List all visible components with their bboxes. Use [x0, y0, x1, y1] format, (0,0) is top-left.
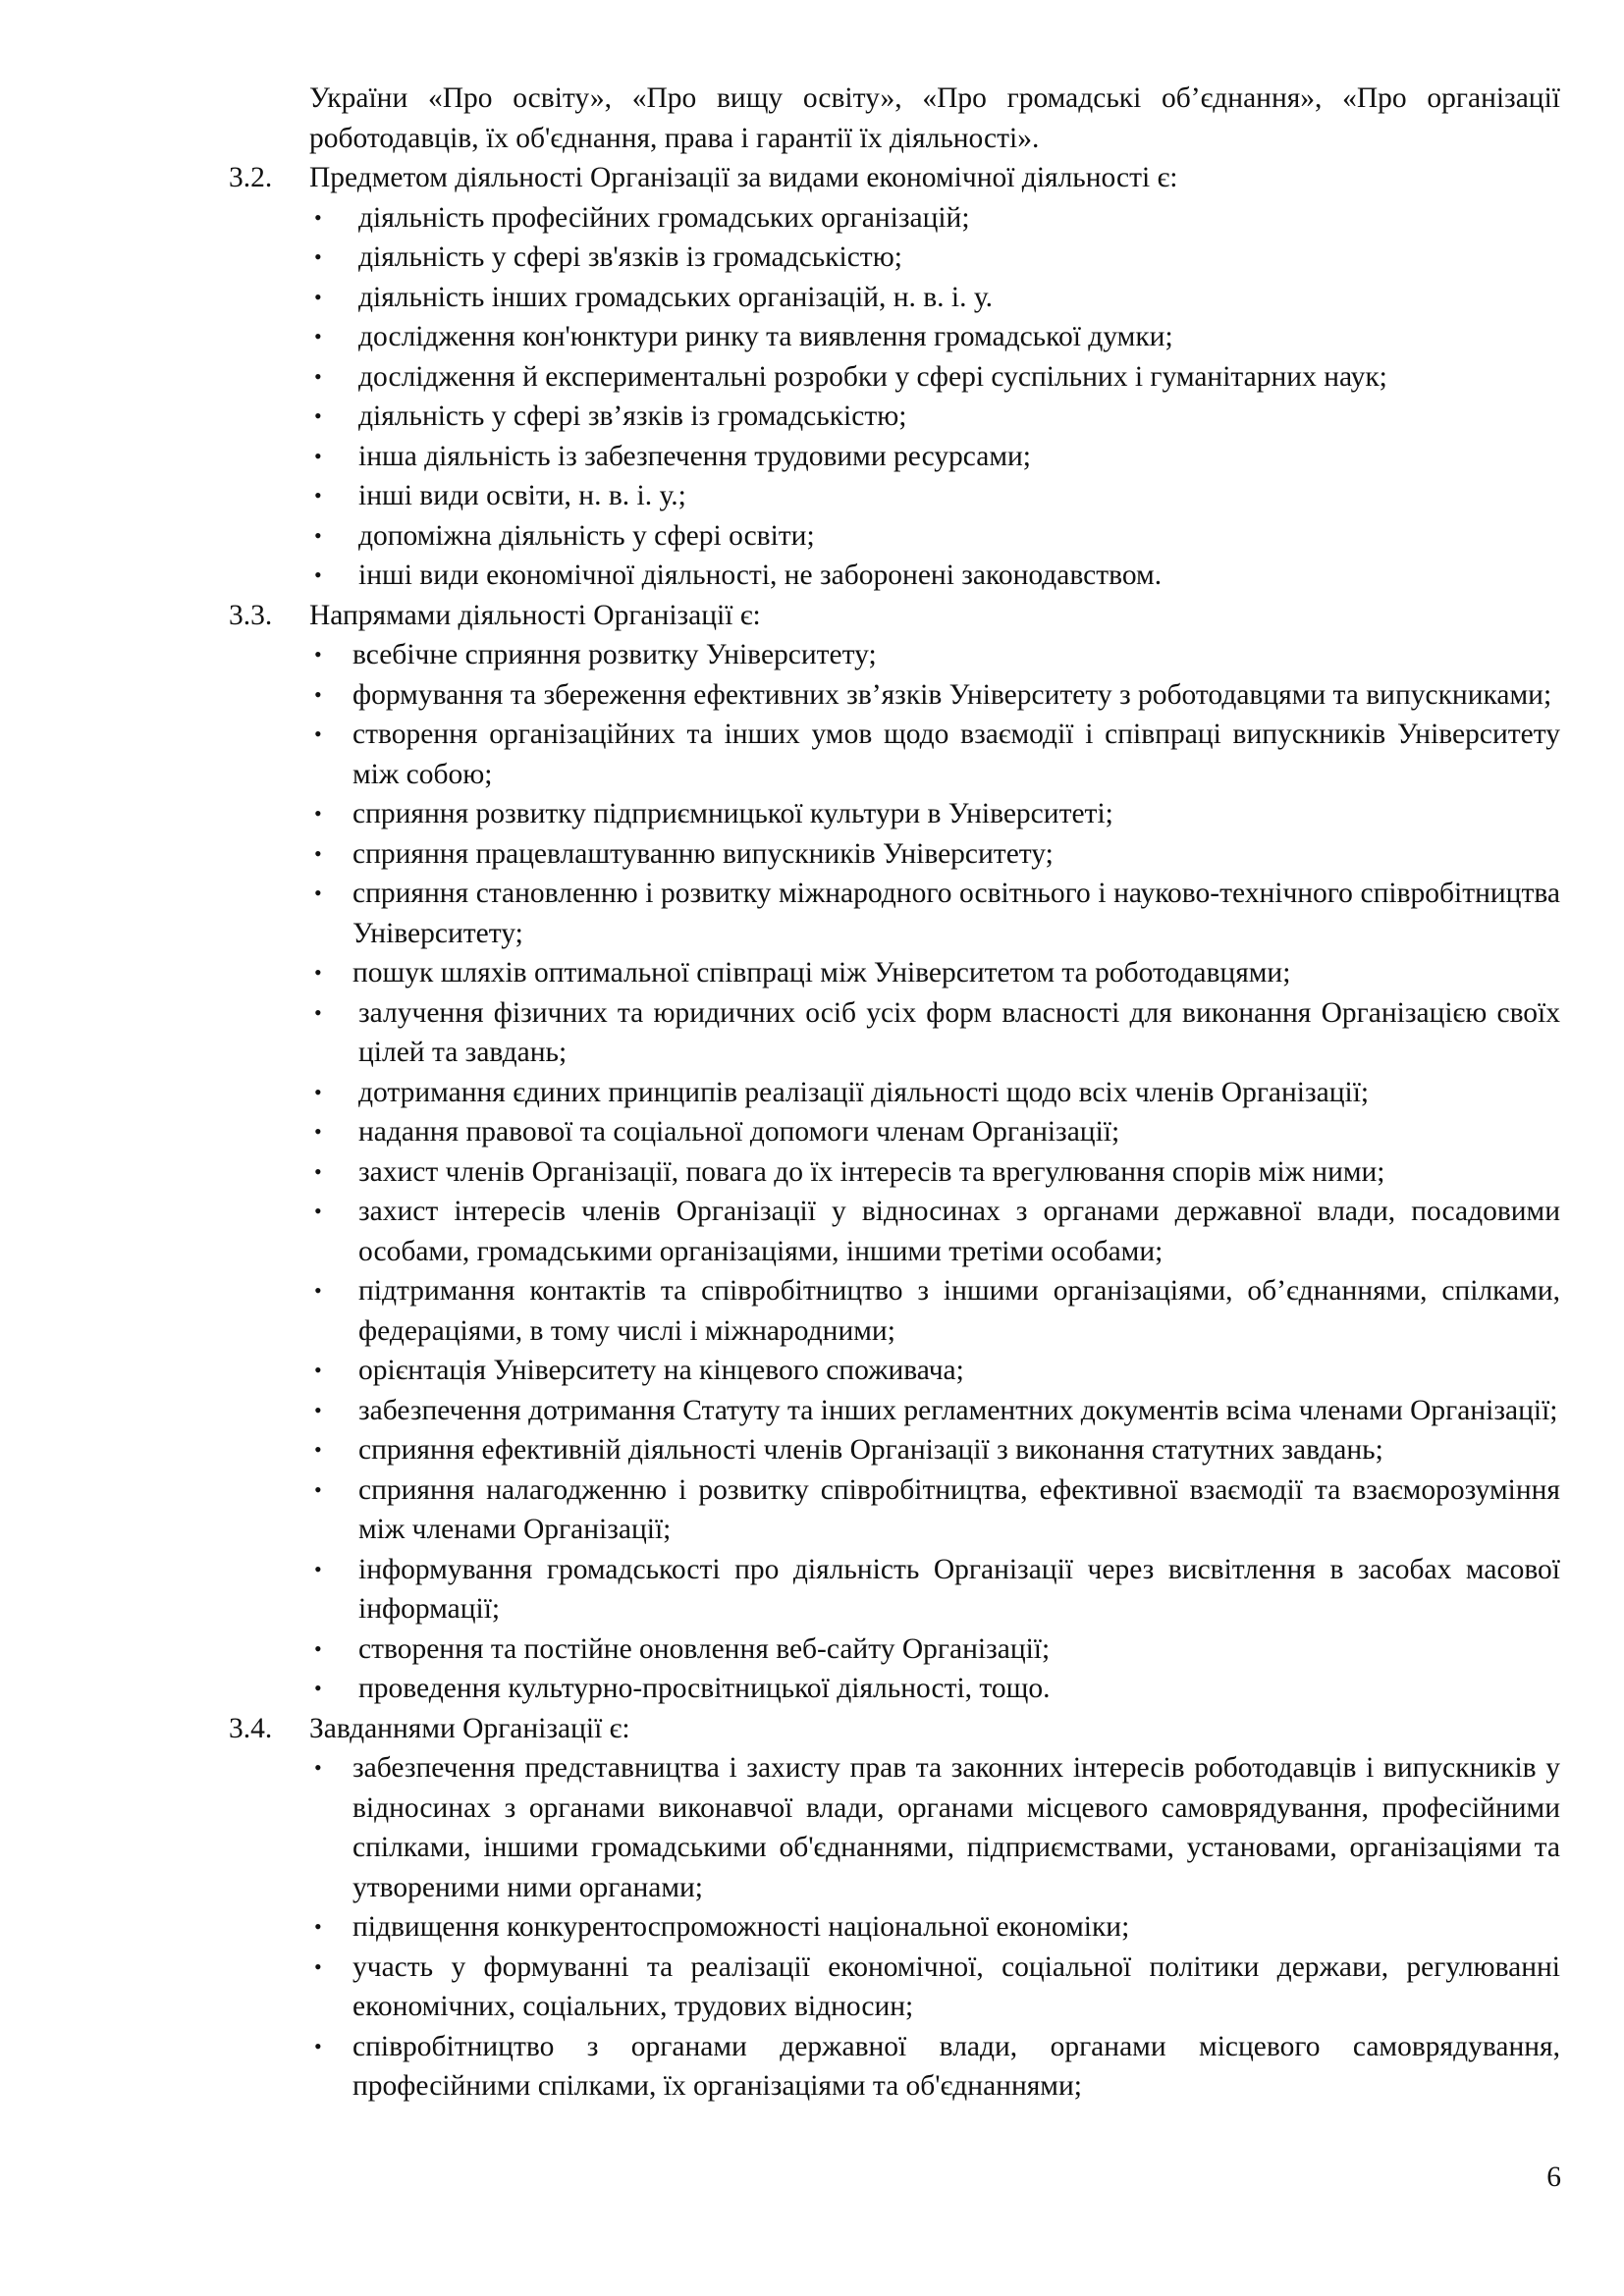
section-number: 3.3. [229, 599, 273, 631]
list-item [309, 516, 1560, 557]
list-item [309, 993, 1560, 1073]
list-item [309, 953, 1560, 993]
bullet-icon: • [314, 681, 322, 707]
list-item-text: сприяння становленню і розвитку міжнародного освітнього і науково-технічного співробітництва Університету; [352, 878, 1560, 949]
bullet-icon: • [314, 1914, 322, 1939]
bullet-icon: • [314, 363, 322, 389]
bullet-icon: • [314, 443, 322, 468]
bullet-icon: • [314, 1079, 322, 1104]
list-item-text: допоміжна діяльність у сфері освіти; [358, 519, 815, 552]
bullet-icon: • [314, 1199, 322, 1223]
list-item-text: інші види освіти, н. в. і. у.; [358, 480, 686, 511]
bullet-icon: • [314, 642, 322, 667]
bullet-icon: • [314, 483, 322, 507]
list-item [309, 437, 1560, 477]
document-body [229, 79, 1560, 2107]
section-3-2 [229, 158, 1560, 596]
list-item-text: діяльність у сфері зв’язків із громадськістю; [358, 400, 907, 432]
list-item [309, 1748, 1560, 1907]
list-item-text: підтримання контактів та співробітництво з іншими організаціями, об’єднаннями, спілками, федераціями, в тому числі і міжнародними; [358, 1275, 1560, 1347]
list-item [309, 1948, 1560, 2027]
bullet-icon: • [314, 1953, 322, 1979]
list-item-text: захист членів Організації, повага до їх інтересів та врегулювання спорів між ними; [358, 1155, 1385, 1188]
list-item-text: дослідження й експериментальні розробки у сфері суспільних і гуманітарних наук; [358, 360, 1387, 393]
list-item-text: інша діяльність із забезпечення трудовими ресурсами; [358, 440, 1031, 472]
list-item [309, 1629, 1560, 1670]
list-item [309, 1073, 1560, 1113]
list-item-text: сприяння розвитку підприємницької культури в Університеті; [352, 798, 1113, 829]
list-item [309, 357, 1560, 398]
bullet-icon: • [314, 840, 322, 866]
bullet-icon: • [314, 324, 322, 348]
list-item [309, 556, 1560, 596]
list-item [309, 198, 1560, 239]
list-item-text: сприяння працевлаштуванню випускників Університету; [352, 837, 1054, 870]
bullet-icon: • [314, 1158, 322, 1184]
list-item [309, 1192, 1560, 1271]
bullet-icon: • [314, 1635, 322, 1661]
list-item-text: сприяння налагодженню і розвитку співробітництва, ефективної взаємодії та взаєморозуміння між членами Організації; [358, 1473, 1560, 1545]
list-item-text: проведення культурно-просвітницької діяльності, тощо. [358, 1673, 1051, 1704]
list-item [309, 874, 1560, 953]
bullet-icon: • [314, 1476, 322, 1502]
list-item [309, 834, 1560, 875]
list-item [309, 1669, 1560, 1709]
bullet-icon: • [314, 960, 322, 985]
bullet-icon: • [314, 1437, 322, 1462]
bullet-icon: • [314, 1755, 322, 1780]
list-item [309, 1152, 1560, 1193]
bullet-icon: • [314, 1119, 322, 1144]
list-item [309, 476, 1560, 516]
bullet-icon: • [314, 1358, 322, 1382]
list-item [309, 794, 1560, 834]
section-3-4-list [229, 1748, 1560, 2107]
list-item [309, 1351, 1560, 1391]
bullet-icon: • [314, 1397, 322, 1422]
section-3-3 [229, 596, 1560, 1709]
list-item-text: всебічне сприяння розвитку Університету; [352, 639, 877, 670]
bullet-icon: • [314, 1278, 322, 1303]
section-heading [229, 596, 1560, 636]
bullet-icon: • [314, 801, 322, 826]
list-item-text: забезпечення дотримання Статуту та інших регламентних документів всіма членами Організації; [358, 1394, 1558, 1426]
list-item-text: захист інтересів членів Організації у відносинах з органами державної влади, посадовими особами, громадськими організаціями, іншими третіми особами; [358, 1196, 1560, 1267]
bullet-icon: • [314, 244, 322, 269]
bullet-icon: • [314, 999, 322, 1025]
section-3-3-list [229, 635, 1560, 1709]
list-item-text: створення та постійне оновлення веб-сайту Організації; [358, 1632, 1051, 1665]
list-item-text: співробітництво з органами державної влади, органами місцевого самоврядування, професійними спілками, їх організаціями та об'єднаннями; [352, 2030, 1560, 2102]
list-item [309, 397, 1560, 437]
list-item [309, 1907, 1560, 1948]
list-item-text: підвищення конкурентоспроможності національної економіки; [352, 1911, 1130, 1943]
list-item-text: створення організаційних та інших умов щодо взаємодії і співпраці випускників Університету між собою; [352, 719, 1560, 790]
list-item [309, 278, 1560, 318]
section-3-4 [229, 1709, 1560, 2107]
list-item [309, 1271, 1560, 1351]
list-item-text: дотримання єдиних принципів реалізації діяльності щодо всіх членів Організації; [358, 1076, 1370, 1108]
list-item-text: інші види економічної діяльності, не заборонені законодавством. [358, 560, 1163, 591]
list-item [309, 317, 1560, 357]
section-heading-text: Завданнями Організації є: [309, 1712, 630, 1744]
bullet-icon: • [314, 204, 322, 230]
bullet-icon: • [314, 284, 322, 309]
section-number: 3.2. [229, 162, 273, 193]
bullet-icon: • [314, 721, 322, 746]
section-3-2-list [229, 198, 1560, 596]
list-item-text: діяльність інших громадських організацій, н. в. і. у. [358, 281, 994, 313]
bullet-icon: • [314, 1556, 322, 1581]
section-heading [229, 1709, 1560, 1749]
bullet-icon: • [314, 881, 322, 905]
list-item [309, 635, 1560, 675]
intro-paragraph: України «Про освіту», «Про вищу освіту», «Про громадські об’єднання», «Про організації роботодавців, їх об'єднання, права і гарантії їх діяльності». [309, 82, 1560, 154]
bullet-icon: • [314, 403, 322, 428]
list-item-text: залучення фізичних та юридичних осіб усіх форм власності для виконання Організацією своїх цілей та завдань; [358, 996, 1560, 1068]
bullet-icon: • [314, 522, 322, 548]
list-item [309, 238, 1560, 278]
section-heading-text: Напрямами діяльності Організації є: [309, 599, 761, 631]
section-number: 3.4. [229, 1712, 273, 1744]
page-number: 6 [1546, 2162, 1561, 2193]
list-item [309, 715, 1560, 794]
bullet-icon: • [314, 2033, 322, 2058]
list-item [309, 1470, 1560, 1550]
list-item-text: забезпечення представництва і захисту прав та законних інтересів роботодавців і випускників у відносинах з органами виконавчої влади, органами місцевого самоврядування, професійними спілками, іншими громадськими об'єднаннями, підприємствами, установами, організаціями та утвореними ними органами; [352, 1752, 1560, 1903]
list-item-text: формування та збереження ефективних зв’язків Університету з роботодавцями та випускниками; [352, 678, 1552, 711]
section-heading-text: Предметом діяльності Організації за видами економічної діяльності є: [309, 162, 1178, 193]
bullet-icon: • [314, 1676, 322, 1700]
bullet-icon: • [314, 562, 322, 587]
list-item-text: участь у формуванні та реалізації економічної, соціальної політики держави, регулюванні економічних, соціальних, трудових відносин; [352, 1950, 1560, 2022]
section-heading [229, 158, 1560, 198]
list-item-text: пошук шляхів оптимальної співпраці між Університетом та роботодавцями; [352, 957, 1291, 988]
list-item [309, 1430, 1560, 1470]
list-item-text: орієнтація Університету на кінцевого споживача; [358, 1355, 964, 1386]
list-item [309, 675, 1560, 716]
list-item-text: діяльність у сфері зв'язків із громадськістю; [358, 241, 902, 273]
list-item [309, 1550, 1560, 1629]
list-item-text: діяльність професійних громадських організацій; [358, 201, 970, 234]
list-item [309, 2027, 1560, 2107]
list-item-text: надання правової та соціальної допомоги членам Організації; [358, 1116, 1120, 1148]
list-item [309, 1112, 1560, 1152]
list-item-text: дослідження кон'юнктури ринку та виявлення громадської думки; [358, 321, 1173, 352]
list-item-text: інформування громадськості про діяльність Організації через висвітлення в засобах масової інформації; [358, 1553, 1560, 1625]
list-item [309, 1391, 1560, 1431]
list-item-text: сприяння ефективній діяльності членів Організації з виконання статутних завдань; [358, 1434, 1383, 1466]
